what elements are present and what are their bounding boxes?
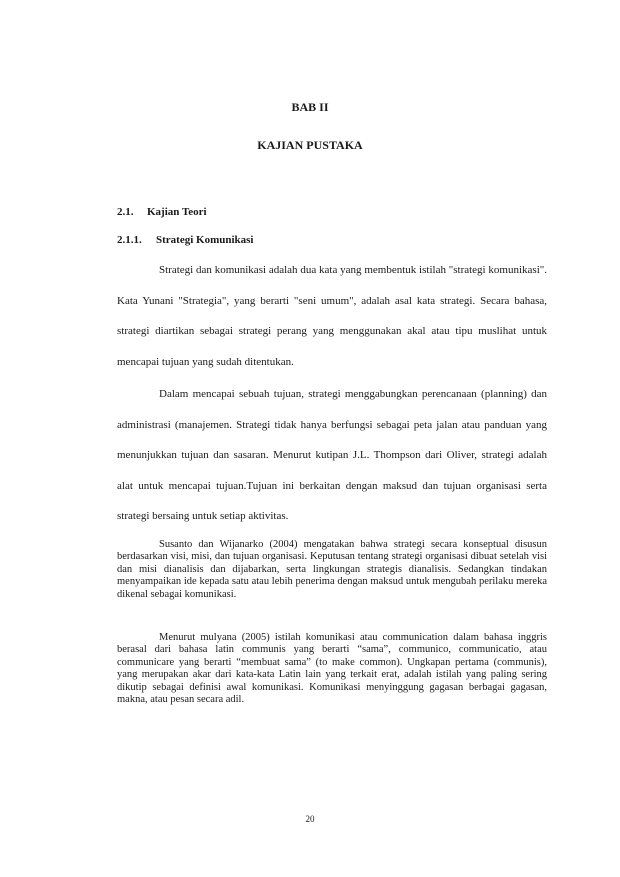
section-heading-2-1 <box>117 206 207 218</box>
paragraph-tujuan-strategi: Dalam mencapai sebuah tujuan, strategi menggabungkan perencanaan (planning) dan administrasi (manajemen. Strategi tidak hanya berfungsi sebagai peta jalan atau panduan yang menunjukkan tujuan dan sasaran. Menurut kutipan J.L. Thompson dari Oliver, strategi adalah alat untuk mencapai tujuan.Tujuan ini berkaitan dengan maksud dan tujuan organisasi serta strategi bersaing untuk setiap aktivitas. <box>117 388 547 522</box>
paragraph-mulyana: Menurut mulyana (2005) istilah komunikasi atau communication dalam bahasa inggris berasal dari bahasa latin communis yang berarti “sama”, communico, communicatio, atau communicare yang berarti “membuat sama” (to make common). Ungkapan pertama (communis), yang merupakan akar dari kata-kata Latin lain yang terkait erat, adalah istilah yang paling sering dikutip sebagai definisi awal komunikasi. Komunikasi menyinggung gagasan berbagai gagasan, makna, atau pesan secara adil. <box>117 632 547 706</box>
page-number: 20 <box>305 814 315 824</box>
paragraph-strategi-komunikasi: Strategi dan komunikasi adalah dua kata yang membentuk istilah "strategi komunikasi". Kata Yunani "Strategia", yang berarti "seni umum", adalah asal kata strategi. Secara bahasa, strategi diartikan sebagai strategi perang yang menggunakan akal atau tipu muslihat untuk mencapai tujuan yang sudah ditentukan. <box>117 264 547 368</box>
section-number: 2.1. <box>117 206 134 218</box>
section-number: 2.1.1. <box>117 234 142 246</box>
paragraph-susanto-wijanarko: Susanto dan Wijanarko (2004) mengatakan bahwa strategi secara konseptual disusun berdasarkan visi, misi, dan tujuan organisasi. Keputusan tentang strategi organisasi dibuat setelah visi dan misi dianalisis dan dijabarkan, serta lingkungan strategis dianalisis. Sedangkan tindakan menyampaikan ide kepada satu atau lebih penerima dengan maksud untuk mengubah perilaku mereka dikenal sebagai komunikasi. <box>117 539 547 600</box>
section-heading-2-1-1 <box>117 234 253 246</box>
chapter-title: KAJIAN PUSTAKA <box>257 138 363 152</box>
section-title: Strategi Komunikasi <box>156 234 254 246</box>
chapter-label: BAB II <box>291 100 329 114</box>
section-title: Kajian Teori <box>147 206 207 218</box>
